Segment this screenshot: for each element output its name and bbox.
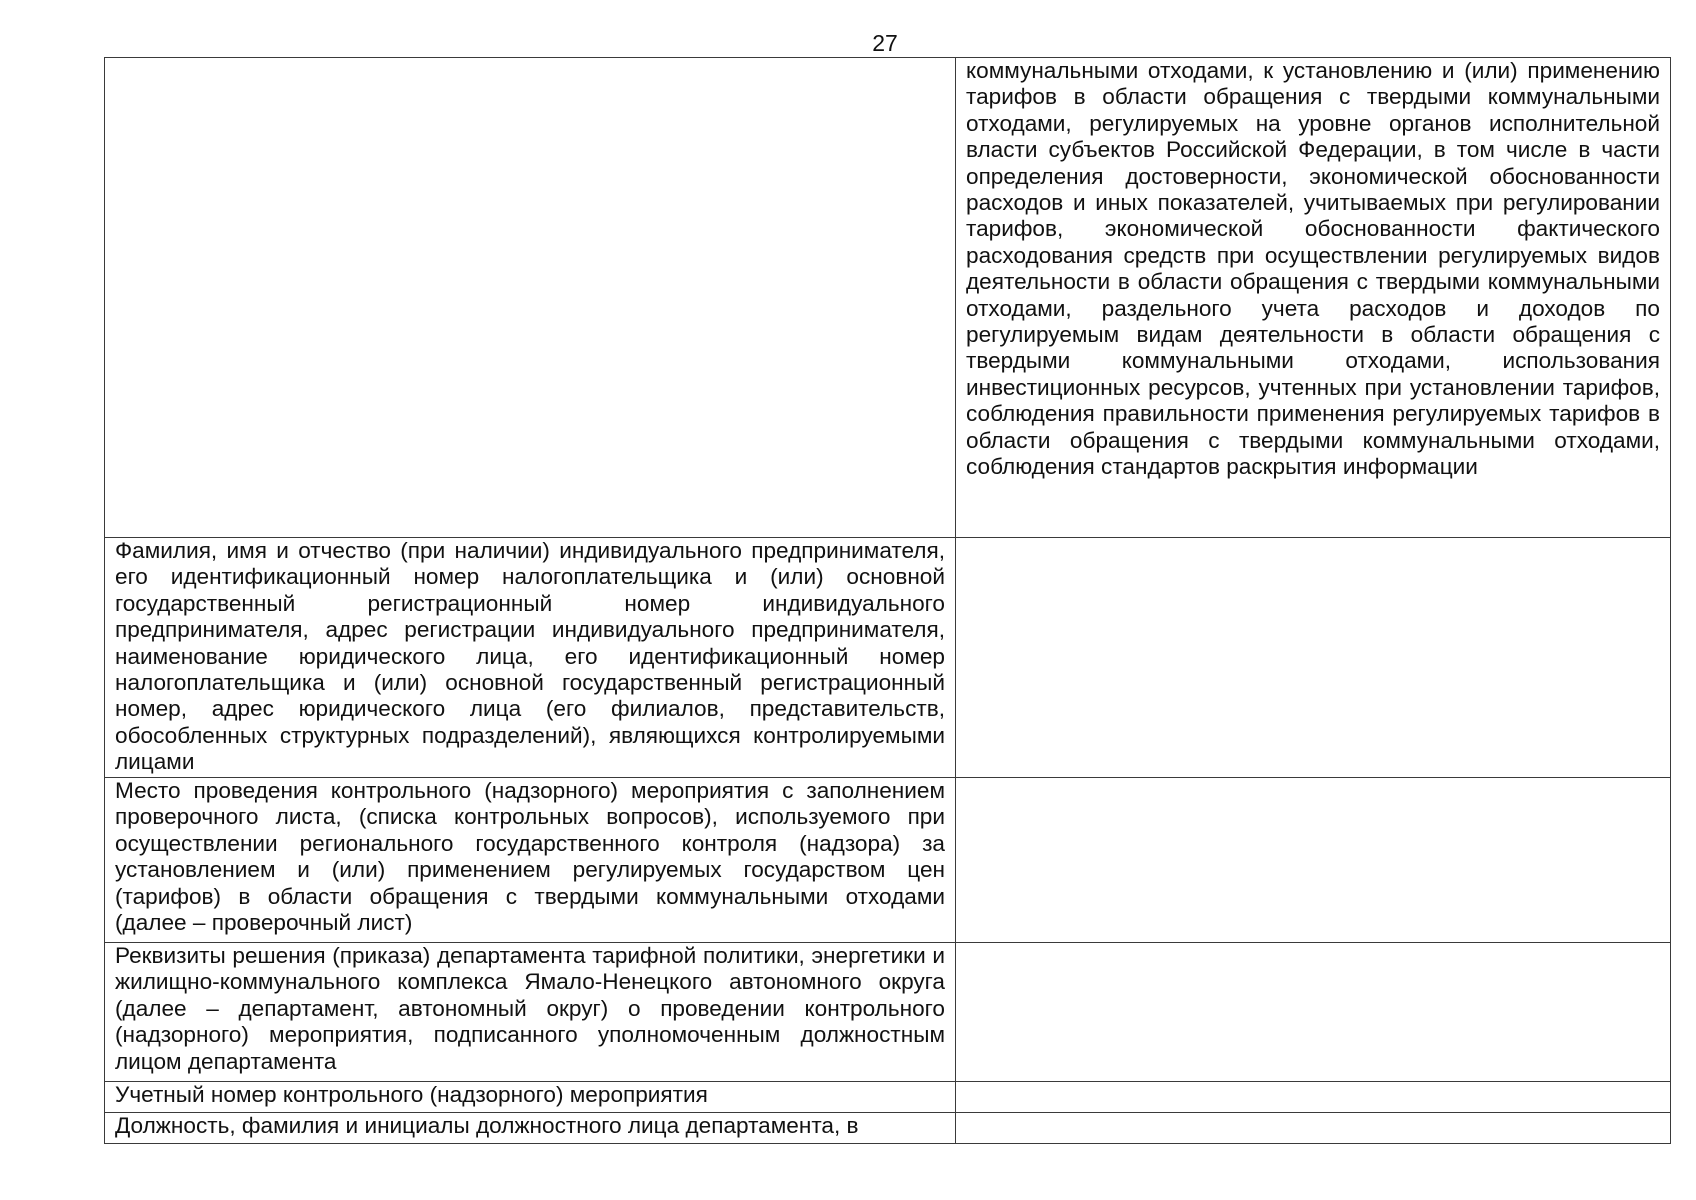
table-cell-left: Учетный номер контрольного (надзорного) мероприятия <box>105 1082 956 1113</box>
checklist-table <box>104 57 1671 1144</box>
table-cell-right <box>956 1082 1671 1113</box>
table-cell-right <box>956 943 1671 1082</box>
table-row <box>105 1082 1671 1113</box>
table-row <box>105 778 1671 943</box>
table-cell-left: Фамилия, имя и отчество (при наличии) индивидуального предпринимателя, его идентификационный номер налогоплательщика и (или) основной государственный регистрационный номер индивидуального предпринимателя, адрес регистрации индивидуального предпринимателя, наименование юридического лица, его идентификационный номер налогоплательщика и (или) основной государственный регистрационный номер, адрес юридического лица (его филиалов, представительств, обособленных структурных подразделений), являющихся контролируемыми лицами <box>105 538 956 778</box>
table-cell-right <box>956 538 1671 778</box>
table-cell-left <box>105 58 956 538</box>
table-cell-right <box>956 1113 1671 1144</box>
table-cell-right <box>956 778 1671 943</box>
table-cell-left: Должность, фамилия и инициалы должностного лица департамента, в <box>105 1113 956 1144</box>
table-row <box>105 1113 1671 1144</box>
page-number: 27 <box>872 30 898 56</box>
table-cell-left: Место проведения контрольного (надзорного) мероприятия с заполнением проверочного листа, (списка контрольных вопросов), используемого при осуществлении регионального государственного контроля (надзора) за установлением и (или) применением регулируемых государством цен (тарифов) в области обращения с твердыми коммунальными отходами (далее – проверочный лист) <box>105 778 956 943</box>
table-row <box>105 58 1671 538</box>
table-cell-left: Реквизиты решения (приказа) департамента тарифной политики, энергетики и жилищно-коммунального комплекса Ямало-Ненецкого автономного округа (далее – департамент, автономный округ) о проведении контрольного (надзорного) мероприятия, подписанного уполномоченным должностным лицом департамента <box>105 943 956 1082</box>
table-cell-right: коммунальными отходами, к установлению и (или) применению тарифов в области обращения с твердыми коммунальными отходами, регулируемых на уровне органов исполнительной власти субъектов Российской Федерации, в том числе в части определения достоверности, экономической обоснованности расходов и иных показателей, учитываемых при регулировании тарифов, экономической обоснованности фактического расходования средств при осуществлении регулируемых видов деятельности в области обращения с твердыми коммунальными отходами, раздельного учета расходов и доходов по регулируемым видам деятельности в области обращения с твердыми коммунальными отходами, использования инвестиционных ресурсов, учтенных при установлении тарифов, соблюдения правильности применения регулируемых тарифов в области обращения с твердыми коммунальными отходами, соблюдения стандартов раскрытия информации <box>956 58 1671 538</box>
table-row <box>105 538 1671 778</box>
table-row <box>105 943 1671 1082</box>
